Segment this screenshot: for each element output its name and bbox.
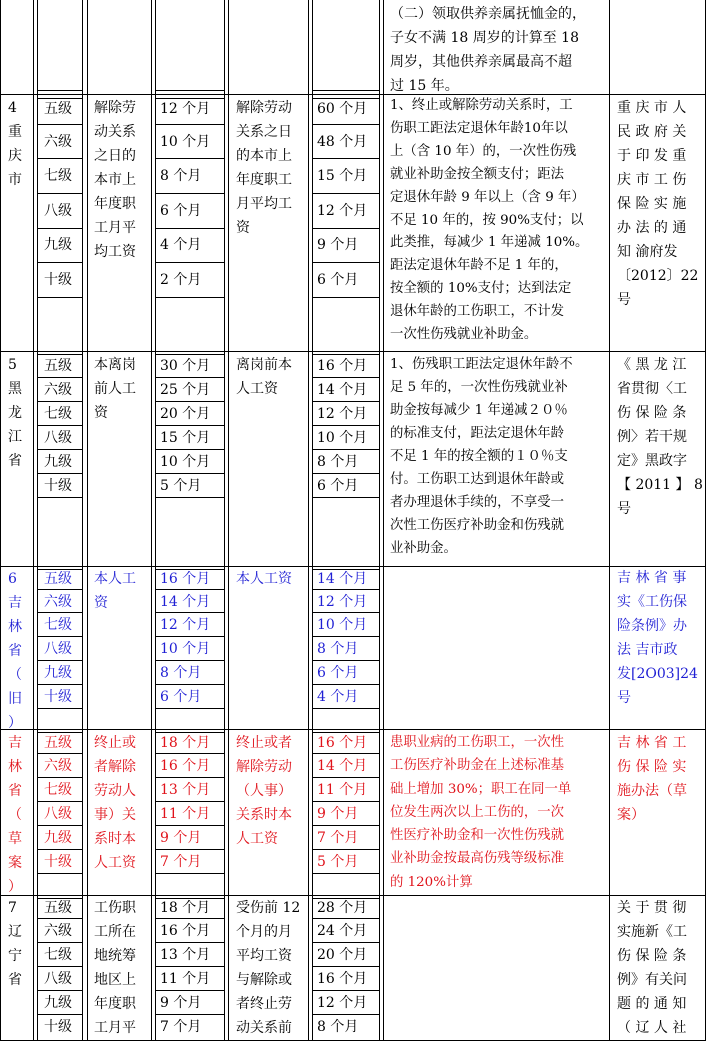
- employment-months-cell: 16 个月: [317, 971, 368, 987]
- medical-months-cell: 15 个月: [160, 430, 211, 446]
- medical-months-cell: 5 个月: [160, 478, 202, 494]
- grade-cell: 七级: [44, 406, 72, 422]
- medical-months-cell: 8 个月: [160, 665, 202, 681]
- employment-months-cell: 9 个月: [317, 237, 359, 253]
- medical-months-cell: 20 个月: [160, 406, 211, 422]
- employment-base-cell: 本人工资: [236, 571, 292, 587]
- employment-base-cell: 解除劳动 关系之日 的本市上 年度职工 月平均工 资: [236, 100, 292, 236]
- medical-months-cell: 18 个月: [160, 900, 211, 916]
- grade-cell: 七级: [44, 782, 72, 798]
- employment-months-cell: 14 个月: [317, 758, 368, 774]
- medical-months-cell: 2 个月: [160, 272, 202, 288]
- employment-months-cell: 12 个月: [317, 594, 368, 610]
- grade-cell: 六级: [44, 134, 72, 150]
- grade-cell: 八级: [44, 430, 72, 446]
- province-cell: 4 重 庆 市: [8, 100, 22, 188]
- grade-cell: 七级: [44, 617, 72, 633]
- medical-months-cell: 13 个月: [160, 947, 211, 963]
- grade-cell: 九级: [44, 830, 72, 846]
- grade-cell: 十级: [44, 1019, 72, 1035]
- medical-months-cell: 12 个月: [160, 101, 211, 117]
- grade-cell: 十级: [44, 854, 72, 870]
- grade-cell: 七级: [44, 168, 72, 184]
- employment-base-cell: 离岗前本 人工资: [236, 357, 292, 397]
- employment-months-cell: 8 个月: [317, 454, 359, 470]
- employment-months-cell: 60 个月: [317, 101, 368, 117]
- employment-months-cell: 15 个月: [317, 168, 368, 184]
- grade-cell: 九级: [44, 454, 72, 470]
- medical-months-cell: 9 个月: [160, 830, 202, 846]
- medical-base-cell: 本人工 资: [94, 571, 136, 611]
- grade-cell: 七级: [44, 947, 72, 963]
- medical-months-cell: 9 个月: [160, 995, 202, 1011]
- top-row-note: （二）领取供养亲属抚恤金的， 子女不满 18 周岁的计算至 18 周岁，其他供养亲属最高不超 过 15 年。: [390, 6, 586, 94]
- employment-months-cell: 8 个月: [317, 1019, 359, 1035]
- employment-months-cell: 6 个月: [317, 665, 359, 681]
- grade-cell: 九级: [44, 237, 72, 253]
- province-cell: 6 吉 林 省 （ 旧 ）: [8, 571, 22, 731]
- employment-months-cell: 10 个月: [317, 617, 368, 633]
- employment-months-cell: 12 个月: [317, 406, 368, 422]
- province-cell: 5 黑 龙 江 省: [8, 357, 22, 469]
- grade-cell: 五级: [44, 571, 72, 587]
- grade-cell: 八级: [44, 203, 72, 219]
- medical-months-cell: 4 个月: [160, 237, 202, 253]
- medical-months-cell: 25 个月: [160, 382, 211, 398]
- employment-base-cell: 受伤前 12 个月的月 平均工资 与解除或 者终止劳 动关系前: [236, 900, 301, 1036]
- grade-cell: 六级: [44, 382, 72, 398]
- medical-months-cell: 18 个月: [160, 735, 211, 751]
- grade-cell: 十级: [44, 478, 72, 494]
- medical-months-cell: 16 个月: [160, 923, 211, 939]
- province-cell: 7 辽 宁 省: [8, 900, 22, 988]
- employment-months-cell: 14 个月: [317, 571, 368, 587]
- employment-months-cell: 10 个月: [317, 430, 368, 446]
- medical-base-cell: 终止或 者解除 劳动人 事）关 系时本 人工资: [94, 735, 136, 871]
- employment-months-cell: 48 个月: [317, 134, 368, 150]
- medical-months-cell: 13 个月: [160, 782, 211, 798]
- medical-months-cell: 11 个月: [160, 971, 211, 987]
- medical-months-cell: 12 个月: [160, 617, 211, 633]
- medical-months-cell: 7 个月: [160, 854, 202, 870]
- grade-cell: 六级: [44, 594, 72, 610]
- medical-base-cell: 解除劳 动关系 之日的 本市上 年度职 工月平 均工资: [94, 100, 136, 260]
- employment-months-cell: 12 个月: [317, 995, 368, 1011]
- medical-months-cell: 10 个月: [160, 134, 211, 150]
- note-cell: 1、伤残职工距法定退休年龄不 足 5 年的，一次性伤残就业补 助金按每减少 1 年递减２０％ 的标准支付，距法定退休年龄 不足 1 年的按全额的１０％支 付。工伤职工达到退休年龄或 者办理退休手续的，不享受一 次性工伤医疗补助金和伤残就 业补助金。: [390, 357, 573, 556]
- medical-months-cell: 16 个月: [160, 758, 211, 774]
- medical-months-cell: 7 个月: [160, 1019, 202, 1035]
- grade-cell: 八级: [44, 806, 72, 822]
- medical-months-cell: 30 个月: [160, 358, 211, 374]
- medical-months-cell: 6 个月: [160, 203, 202, 219]
- grade-cell: 八级: [44, 971, 72, 987]
- employment-months-cell: 14 个月: [317, 382, 368, 398]
- grade-cell: 九级: [44, 995, 72, 1011]
- source-cell: 吉 林 省 工 伤 保 险 实 施办法（草 案）: [617, 735, 687, 823]
- employment-months-cell: 4 个月: [317, 689, 359, 705]
- employment-months-cell: 8 个月: [317, 641, 359, 657]
- medical-base-cell: 工伤职 工所在 地统筹 地区上 年度职 工月平: [94, 900, 136, 1036]
- grade-cell: 五级: [44, 735, 72, 751]
- employment-months-cell: 6 个月: [317, 272, 359, 288]
- employment-months-cell: 20 个月: [317, 947, 368, 963]
- medical-months-cell: 8 个月: [160, 168, 202, 184]
- employment-months-cell: 12 个月: [317, 203, 368, 219]
- medical-months-cell: 10 个月: [160, 454, 211, 470]
- employment-months-cell: 7 个月: [317, 830, 359, 846]
- medical-base-cell: 本离岗 前人工 资: [94, 357, 136, 421]
- source-cell: 重 庆 市 人 民 政 府 关 于 印 发 重 庆 市 工 伤 保 险 实 施 办 法 的 通 知 渝府发 〔2012〕22 号: [617, 100, 699, 308]
- province-cell: 吉 林 省 （ 草 案 ）: [8, 735, 22, 895]
- note-cell: 患职业病的工伤职工，一次性 工伤医疗补助金在上述标准基 础上增加 30%；职工在同一单 位发生两次以上工伤的，一次 性医疗补助金和一次性伤残就 业补助金按最高伤残等级标准 的 120%计算: [390, 735, 572, 890]
- grade-cell: 六级: [44, 758, 72, 774]
- grade-cell: 九级: [44, 665, 72, 681]
- employment-months-cell: 6 个月: [317, 478, 359, 494]
- employment-months-cell: 11 个月: [317, 782, 368, 798]
- grade-cell: 八级: [44, 641, 72, 657]
- employment-months-cell: 16 个月: [317, 735, 368, 751]
- grade-cell: 六级: [44, 923, 72, 939]
- source-cell: 关 于 贯 彻 实施新《工 伤 保 险 条 例》有关问 题 的 通 知 （ 辽 人 社: [617, 900, 687, 1036]
- grade-cell: 五级: [44, 900, 72, 916]
- source-cell: 《 黑 龙 江 省贯彻〈工 伤 保 险 条 例〉若干规 定》黑政字 【 2011 】 8 号: [617, 357, 703, 517]
- employment-months-cell: 16 个月: [317, 358, 368, 374]
- note-cell: 1、终止或解除劳动关系时，工 伤职工距法定退休年龄10年以 上（含 10 年）的，一次性伤残 就业补助金按全额支付；距法 定退休年龄 9 年以上（含 9 年） 不足 10 年的，按 90%支付；以 此类推，每减少 1 年递减 10%。 距法定退休年龄不足 1 年的， 按全额的 10%支付；达到法定 退休年龄的工伤职工，不计发 一次性伤残就业补助金。: [390, 98, 589, 343]
- employment-months-cell: 28 个月: [317, 900, 368, 916]
- grade-cell: 十级: [44, 689, 72, 705]
- grade-cell: 五级: [44, 101, 72, 117]
- medical-months-cell: 11 个月: [160, 806, 211, 822]
- employment-months-cell: 24 个月: [317, 923, 368, 939]
- grade-cell: 十级: [44, 272, 72, 288]
- medical-months-cell: 10 个月: [160, 641, 211, 657]
- employment-months-cell: 5 个月: [317, 854, 359, 870]
- medical-months-cell: 14 个月: [160, 594, 211, 610]
- source-cell: 吉 林 省 事 实《工伤保 险条例》办 法 吉市政 发[2O03]24 号: [617, 570, 698, 706]
- medical-months-cell: 16 个月: [160, 571, 211, 587]
- employment-months-cell: 9 个月: [317, 806, 359, 822]
- employment-base-cell: 终止或者 解除劳动 （人事） 关系时本 人工资: [236, 735, 292, 847]
- medical-months-cell: 6 个月: [160, 689, 202, 705]
- grade-cell: 五级: [44, 358, 72, 374]
